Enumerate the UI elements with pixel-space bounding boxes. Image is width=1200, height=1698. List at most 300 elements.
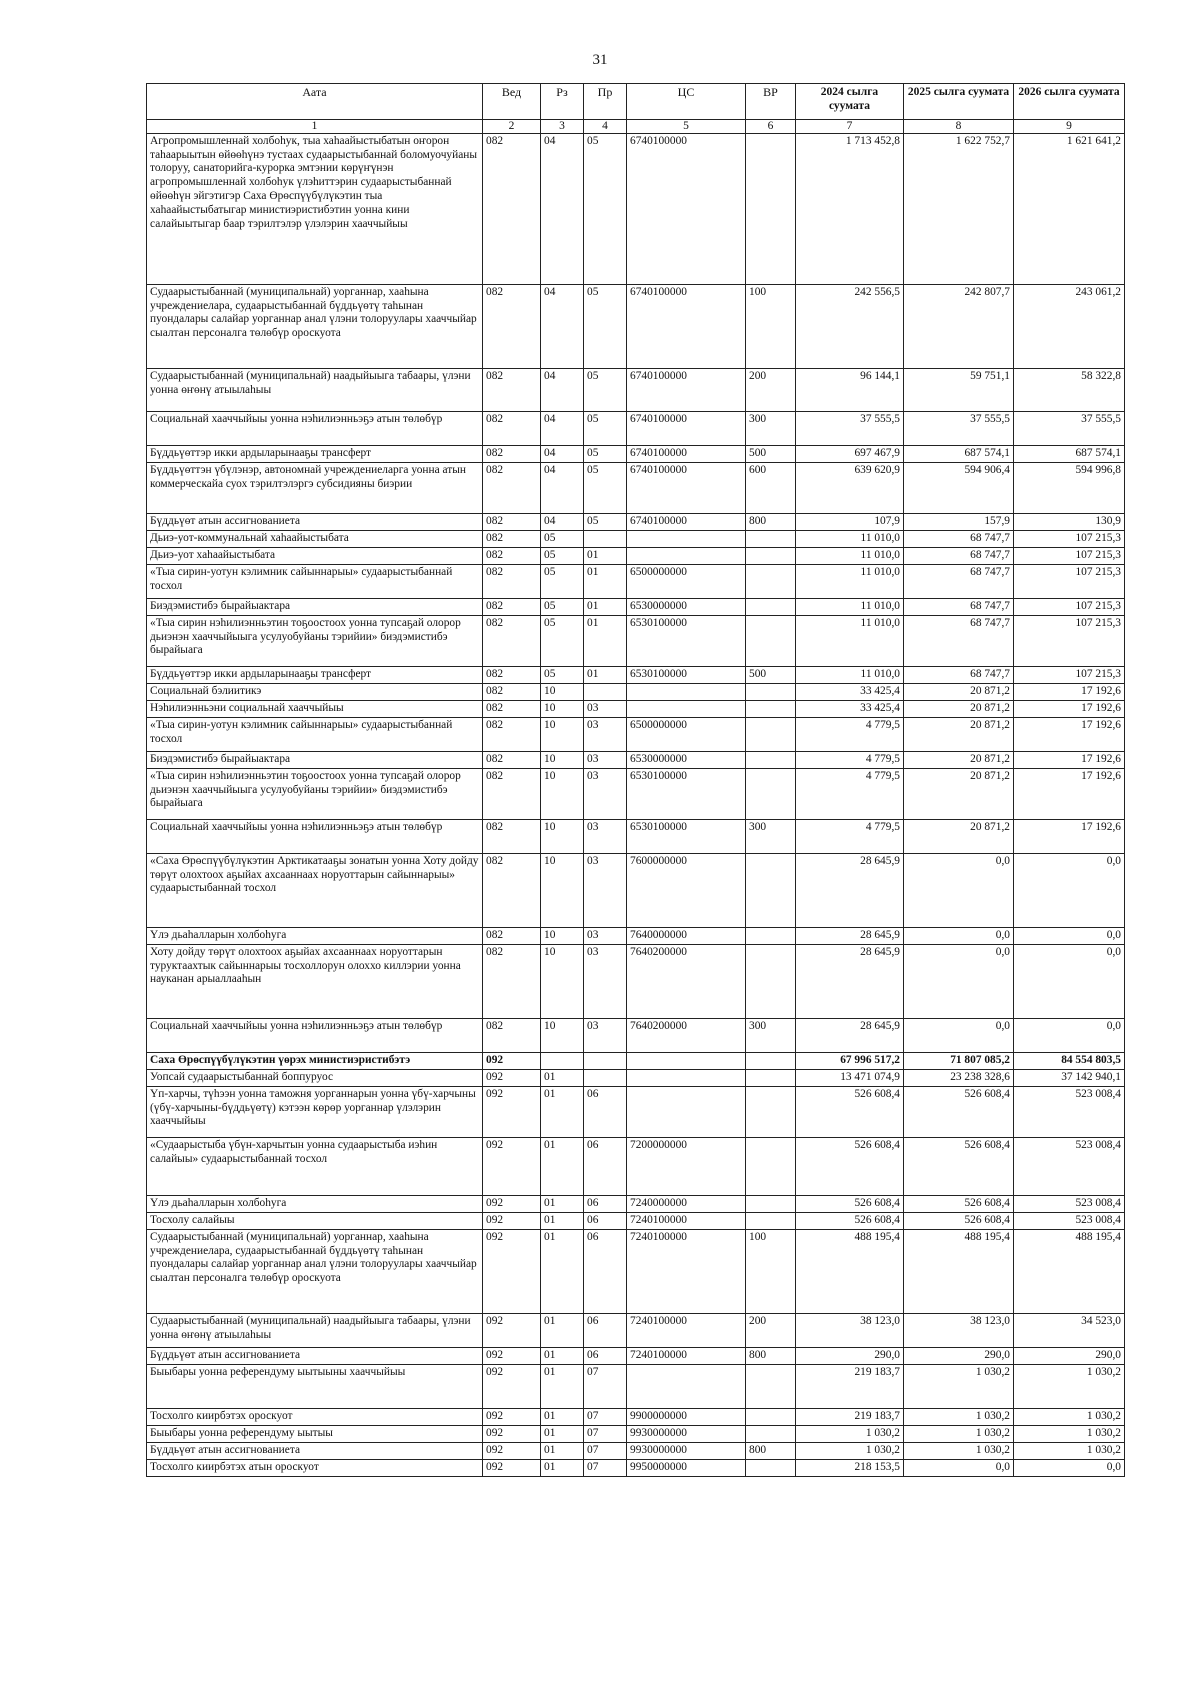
row-rz: 01 bbox=[541, 1086, 584, 1137]
row-value-2024: 290,0 bbox=[796, 1347, 904, 1364]
row-value-2024: 4 779,5 bbox=[796, 819, 904, 853]
row-value-2025: 242 807,7 bbox=[904, 284, 1014, 368]
row-rz: 10 bbox=[541, 700, 584, 717]
row-cs: 9930000000 bbox=[627, 1425, 746, 1442]
row-value-2024: 639 620,9 bbox=[796, 462, 904, 513]
row-pr: 01 bbox=[584, 598, 627, 615]
row-cs: 7200000000 bbox=[627, 1137, 746, 1195]
table-row bbox=[147, 1018, 1125, 1052]
row-rz: 04 bbox=[541, 368, 584, 411]
row-value-2024: 11 010,0 bbox=[796, 530, 904, 547]
table-row bbox=[147, 445, 1125, 462]
table-row bbox=[147, 1442, 1125, 1459]
row-ved: 082 bbox=[483, 853, 541, 927]
row-cs: 6740100000 bbox=[627, 133, 746, 284]
row-cs: 6500000000 bbox=[627, 717, 746, 751]
row-ved: 082 bbox=[483, 445, 541, 462]
table-row bbox=[147, 1137, 1125, 1195]
row-value-2026: 130,9 bbox=[1014, 513, 1125, 530]
row-vr bbox=[746, 1425, 796, 1442]
row-value-2024: 697 467,9 bbox=[796, 445, 904, 462]
row-value-2024: 218 153,5 bbox=[796, 1459, 904, 1476]
row-name: Үп-харчы, түһээн уонна таможня уорганнарын уонна үбү-харчыны (үбү-харчыны-бүддьүөтү) кэтээн көрөр уорганнар үлэлэрин хааччыйыы bbox=[147, 1086, 483, 1137]
row-value-2024: 33 425,4 bbox=[796, 683, 904, 700]
row-pr: 06 bbox=[584, 1137, 627, 1195]
row-ved: 092 bbox=[483, 1347, 541, 1364]
row-value-2026: 1 621 641,2 bbox=[1014, 133, 1125, 284]
row-value-2026: 17 192,6 bbox=[1014, 751, 1125, 768]
budget-table bbox=[146, 83, 1125, 1477]
row-cs: 9900000000 bbox=[627, 1408, 746, 1425]
row-value-2025: 68 747,7 bbox=[904, 530, 1014, 547]
row-vr: 300 bbox=[746, 1018, 796, 1052]
row-vr: 300 bbox=[746, 411, 796, 445]
table-row bbox=[147, 1459, 1125, 1476]
row-name: «Саха Өрөспүүбүлүкэтин Арктикатааҕы зонатын уонна Хоту дойду төрүт олохтоох аҕыйах ахсааннаах норуоттарын сайыннарыы» судаарыстыбаннай тосхол bbox=[147, 853, 483, 927]
row-value-2025: 0,0 bbox=[904, 1018, 1014, 1052]
table-row bbox=[147, 768, 1125, 819]
table-row bbox=[147, 598, 1125, 615]
col-number: 5 bbox=[627, 120, 746, 134]
row-vr bbox=[746, 768, 796, 819]
row-rz: 04 bbox=[541, 411, 584, 445]
row-ved: 082 bbox=[483, 284, 541, 368]
row-pr: 01 bbox=[584, 547, 627, 564]
table-row bbox=[147, 717, 1125, 751]
row-value-2026: 107 215,3 bbox=[1014, 598, 1125, 615]
row-name: «Тыа сирин-уотун кэлимник сайыннарыы» судаарыстыбаннай тосхол bbox=[147, 717, 483, 751]
table-row bbox=[147, 927, 1125, 944]
row-rz: 10 bbox=[541, 768, 584, 819]
page-number: 31 bbox=[592, 52, 608, 68]
row-value-2025: 68 747,7 bbox=[904, 598, 1014, 615]
row-value-2026: 687 574,1 bbox=[1014, 445, 1125, 462]
row-ved: 082 bbox=[483, 768, 541, 819]
row-vr bbox=[746, 547, 796, 564]
row-value-2025: 1 030,2 bbox=[904, 1442, 1014, 1459]
row-value-2024: 11 010,0 bbox=[796, 564, 904, 598]
row-cs: 6530100000 bbox=[627, 615, 746, 666]
row-name: Тосхолго киирбэтэх атын ороскуот bbox=[147, 1459, 483, 1476]
row-value-2025: 20 871,2 bbox=[904, 683, 1014, 700]
row-value-2025: 20 871,2 bbox=[904, 768, 1014, 819]
row-ved: 082 bbox=[483, 944, 541, 1018]
header-2026: 2026 сылга суумата bbox=[1014, 84, 1125, 120]
row-name: «Тыа сирин нэһилиэнньэтин тоҕоостоох уонна тупсаҕай олорор дьиэнэн хааччыйыыга усулуобуйаны тэрийии» биэдэмистибэ бырайыага bbox=[147, 615, 483, 666]
row-pr: 07 bbox=[584, 1459, 627, 1476]
row-name: Бүддьүөт атын ассигнованиета bbox=[147, 1347, 483, 1364]
row-name: Саха Өрөспүүбүлүкэтин үөрэх министиэристибэтэ bbox=[147, 1052, 483, 1069]
row-name: Бүддьүөттэн үбүлэнэр, автономнай учреждениеларга уонна атын коммерческайа суох тэрилтэлэргэ субсидияны биэрии bbox=[147, 462, 483, 513]
row-name: Бүддьүөт атын ассигнованиета bbox=[147, 513, 483, 530]
row-rz: 10 bbox=[541, 853, 584, 927]
row-cs: 6740100000 bbox=[627, 462, 746, 513]
header-ved: Вед bbox=[483, 84, 541, 120]
row-cs: 7600000000 bbox=[627, 853, 746, 927]
row-value-2024: 107,9 bbox=[796, 513, 904, 530]
row-rz: 04 bbox=[541, 284, 584, 368]
row-rz: 01 bbox=[541, 1347, 584, 1364]
row-name: Үлэ дьаһалларын холбоһуга bbox=[147, 1195, 483, 1212]
row-vr bbox=[746, 1052, 796, 1069]
row-cs: 6530000000 bbox=[627, 751, 746, 768]
row-vr bbox=[746, 615, 796, 666]
table-row bbox=[147, 513, 1125, 530]
row-name: Нэһилиэнньэни социальнай хааччыйыы bbox=[147, 700, 483, 717]
row-value-2026: 0,0 bbox=[1014, 1459, 1125, 1476]
row-value-2026: 0,0 bbox=[1014, 853, 1125, 927]
row-name: Социальнай хааччыйыы уонна нэһилиэнньэҕэ атын төлөбүр bbox=[147, 819, 483, 853]
row-vr: 800 bbox=[746, 513, 796, 530]
row-value-2026: 523 008,4 bbox=[1014, 1195, 1125, 1212]
row-pr: 05 bbox=[584, 133, 627, 284]
row-value-2024: 28 645,9 bbox=[796, 853, 904, 927]
row-name: Бүддьүөттэр икки ардыларынааҕы трансферт bbox=[147, 666, 483, 683]
col-number: 8 bbox=[904, 120, 1014, 134]
row-name: Биэдэмистибэ бырайыактара bbox=[147, 598, 483, 615]
row-value-2024: 219 183,7 bbox=[796, 1364, 904, 1408]
table-row bbox=[147, 700, 1125, 717]
row-vr bbox=[746, 564, 796, 598]
row-pr: 01 bbox=[584, 666, 627, 683]
row-pr: 07 bbox=[584, 1442, 627, 1459]
row-pr: 06 bbox=[584, 1313, 627, 1347]
row-pr: 03 bbox=[584, 944, 627, 1018]
row-name: Агропромышленнай холбоһук, тыа хаһаайыстыбатын оҥорон таһаарыытын өйөөһүнэ тустаах судаарыстыбаннай боломуочуйаны толоруу, санаторийга-курорка эмтэнии көрүҥүнэн агропромышленнай холбоһук үлэһиттэрин судаарыстыбаннай өйөөһүн эйгэтигэр Саха Өрөспүүбүлүкэтин тыа хаһаайыстыбатыгар министиэристибэтин уонна кини салайыытыгар баар тэрилтэлэр үлэлэрин хааччыйыы bbox=[147, 133, 483, 284]
row-vr: 800 bbox=[746, 1347, 796, 1364]
table-row bbox=[147, 1313, 1125, 1347]
row-ved: 092 bbox=[483, 1364, 541, 1408]
row-rz: 01 bbox=[541, 1425, 584, 1442]
row-cs bbox=[627, 547, 746, 564]
row-pr bbox=[584, 1069, 627, 1086]
row-value-2025: 157,9 bbox=[904, 513, 1014, 530]
row-ved: 092 bbox=[483, 1442, 541, 1459]
row-value-2026: 1 030,2 bbox=[1014, 1408, 1125, 1425]
row-value-2025: 68 747,7 bbox=[904, 615, 1014, 666]
row-pr: 05 bbox=[584, 513, 627, 530]
row-value-2024: 96 144,1 bbox=[796, 368, 904, 411]
row-ved: 092 bbox=[483, 1212, 541, 1229]
header-rz: Рз bbox=[541, 84, 584, 120]
row-ved: 082 bbox=[483, 717, 541, 751]
row-value-2026: 107 215,3 bbox=[1014, 615, 1125, 666]
row-value-2026: 290,0 bbox=[1014, 1347, 1125, 1364]
row-value-2026: 17 192,6 bbox=[1014, 768, 1125, 819]
row-rz: 01 bbox=[541, 1364, 584, 1408]
row-pr: 06 bbox=[584, 1212, 627, 1229]
row-rz: 10 bbox=[541, 1018, 584, 1052]
row-cs: 6530000000 bbox=[627, 598, 746, 615]
row-name: Бүддьүөттэр икки ардыларынааҕы трансферт bbox=[147, 445, 483, 462]
row-rz: 10 bbox=[541, 927, 584, 944]
row-value-2025: 37 555,5 bbox=[904, 411, 1014, 445]
row-cs bbox=[627, 1086, 746, 1137]
row-name: Социальнай бэлиитикэ bbox=[147, 683, 483, 700]
row-pr: 03 bbox=[584, 927, 627, 944]
row-vr bbox=[746, 700, 796, 717]
row-rz: 05 bbox=[541, 598, 584, 615]
row-ved: 082 bbox=[483, 1018, 541, 1052]
row-value-2026: 17 192,6 bbox=[1014, 700, 1125, 717]
row-name: Социальнай хааччыйыы уонна нэһилиэнньэҕэ атын төлөбүр bbox=[147, 1018, 483, 1052]
row-cs: 9950000000 bbox=[627, 1459, 746, 1476]
row-pr: 03 bbox=[584, 700, 627, 717]
row-ved: 082 bbox=[483, 547, 541, 564]
row-name: Судаарыстыбаннай (муниципальнай) наадыйыыга табаары, үлэни уонна өҥөнү атыылаһыы bbox=[147, 1313, 483, 1347]
row-rz: 01 bbox=[541, 1408, 584, 1425]
row-value-2025: 71 807 085,2 bbox=[904, 1052, 1014, 1069]
row-value-2025: 687 574,1 bbox=[904, 445, 1014, 462]
row-ved: 082 bbox=[483, 683, 541, 700]
table-row bbox=[147, 547, 1125, 564]
row-cs: 7240100000 bbox=[627, 1313, 746, 1347]
row-value-2025: 68 747,7 bbox=[904, 666, 1014, 683]
row-vr bbox=[746, 1408, 796, 1425]
row-vr bbox=[746, 1137, 796, 1195]
table-row bbox=[147, 819, 1125, 853]
row-value-2025: 526 608,4 bbox=[904, 1137, 1014, 1195]
row-ved: 082 bbox=[483, 615, 541, 666]
row-value-2024: 488 195,4 bbox=[796, 1229, 904, 1313]
row-value-2024: 526 608,4 bbox=[796, 1086, 904, 1137]
table-row bbox=[147, 1052, 1125, 1069]
row-vr bbox=[746, 1364, 796, 1408]
table-row bbox=[147, 411, 1125, 445]
row-value-2026: 84 554 803,5 bbox=[1014, 1052, 1125, 1069]
row-value-2024: 11 010,0 bbox=[796, 547, 904, 564]
row-ved: 082 bbox=[483, 564, 541, 598]
row-value-2025: 20 871,2 bbox=[904, 700, 1014, 717]
row-pr: 05 bbox=[584, 284, 627, 368]
row-value-2026: 243 061,2 bbox=[1014, 284, 1125, 368]
row-name: Дьиэ-уот-коммунальнай хаһаайыстыбата bbox=[147, 530, 483, 547]
row-ved: 082 bbox=[483, 819, 541, 853]
row-cs: 6740100000 bbox=[627, 411, 746, 445]
row-pr: 03 bbox=[584, 751, 627, 768]
table-row bbox=[147, 1425, 1125, 1442]
row-pr: 01 bbox=[584, 615, 627, 666]
row-name: Судаарыстыбаннай (муниципальнай) наадыйыыга табаары, үлэни уонна өҥөнү атыылаһыы bbox=[147, 368, 483, 411]
row-value-2025: 526 608,4 bbox=[904, 1212, 1014, 1229]
row-value-2025: 526 608,4 bbox=[904, 1086, 1014, 1137]
col-number: 6 bbox=[746, 120, 796, 134]
row-pr: 07 bbox=[584, 1364, 627, 1408]
row-name: «Судаарыстыба үбүн-харчытын уонна судаарыстыба иэһин салайыы» судаарыстыбаннай тосхол bbox=[147, 1137, 483, 1195]
table-row bbox=[147, 751, 1125, 768]
row-cs bbox=[627, 530, 746, 547]
row-value-2025: 1 622 752,7 bbox=[904, 133, 1014, 284]
row-value-2026: 107 215,3 bbox=[1014, 666, 1125, 683]
row-rz: 01 bbox=[541, 1459, 584, 1476]
row-value-2025: 20 871,2 bbox=[904, 751, 1014, 768]
row-value-2025: 68 747,7 bbox=[904, 564, 1014, 598]
table-row bbox=[147, 1408, 1125, 1425]
row-pr: 01 bbox=[584, 564, 627, 598]
table-row bbox=[147, 683, 1125, 700]
row-vr: 100 bbox=[746, 1229, 796, 1313]
row-cs: 6740100000 bbox=[627, 513, 746, 530]
row-cs: 6500000000 bbox=[627, 564, 746, 598]
row-name: Судаарыстыбаннай (муниципальнай) уорганнар, хааһына учреждениелара, судаарыстыбаннай бүддьүөтү таһынан пуондалары салайар уорганнар анал үлэни толоруулары хааччыйар сыалтан персоналга төлөбүр ороскуота bbox=[147, 1229, 483, 1313]
row-vr: 200 bbox=[746, 368, 796, 411]
row-value-2024: 11 010,0 bbox=[796, 598, 904, 615]
row-cs bbox=[627, 1052, 746, 1069]
table-row bbox=[147, 1347, 1125, 1364]
row-rz: 05 bbox=[541, 666, 584, 683]
row-value-2025: 1 030,2 bbox=[904, 1364, 1014, 1408]
row-cs: 7240100000 bbox=[627, 1347, 746, 1364]
row-rz: 05 bbox=[541, 530, 584, 547]
row-value-2024: 1 713 452,8 bbox=[796, 133, 904, 284]
row-ved: 082 bbox=[483, 700, 541, 717]
row-vr: 800 bbox=[746, 1442, 796, 1459]
row-ved: 092 bbox=[483, 1069, 541, 1086]
row-name: «Тыа сирин нэһилиэнньэтин тоҕоостоох уонна тупсаҕай олорор дьиэнэн хааччыйыыга усулуобуйаны тэрийии» биэдэмистибэ бырайыага bbox=[147, 768, 483, 819]
row-ved: 092 bbox=[483, 1195, 541, 1212]
row-vr: 500 bbox=[746, 445, 796, 462]
row-cs: 6740100000 bbox=[627, 445, 746, 462]
row-vr bbox=[746, 133, 796, 284]
row-value-2026: 37 555,5 bbox=[1014, 411, 1125, 445]
row-name: Судаарыстыбаннай (муниципальнай) уорганнар, хааһына учреждениелара, судаарыстыбаннай бүддьүөтү таһынан пуондалары салайар уорганнар анал үлэни толоруулары хааччыйар сыалтан персоналга төлөбүр ороскуота bbox=[147, 284, 483, 368]
row-ved: 092 bbox=[483, 1313, 541, 1347]
row-rz: 05 bbox=[541, 564, 584, 598]
row-rz: 01 bbox=[541, 1069, 584, 1086]
row-cs: 7240000000 bbox=[627, 1195, 746, 1212]
row-value-2026: 34 523,0 bbox=[1014, 1313, 1125, 1347]
header-name: Аата bbox=[147, 84, 483, 120]
row-value-2024: 242 556,5 bbox=[796, 284, 904, 368]
row-cs: 6740100000 bbox=[627, 368, 746, 411]
row-vr bbox=[746, 1195, 796, 1212]
row-ved: 082 bbox=[483, 751, 541, 768]
row-value-2024: 33 425,4 bbox=[796, 700, 904, 717]
row-cs: 7240100000 bbox=[627, 1212, 746, 1229]
row-ved: 092 bbox=[483, 1086, 541, 1137]
row-pr: 07 bbox=[584, 1425, 627, 1442]
row-value-2025: 290,0 bbox=[904, 1347, 1014, 1364]
row-value-2024: 1 030,2 bbox=[796, 1442, 904, 1459]
row-rz: 10 bbox=[541, 944, 584, 1018]
table-row bbox=[147, 564, 1125, 598]
col-number: 1 bbox=[147, 120, 483, 134]
row-value-2026: 0,0 bbox=[1014, 1018, 1125, 1052]
col-number: 4 bbox=[584, 120, 627, 134]
row-pr bbox=[584, 530, 627, 547]
header-2024: 2024 сылга суумата bbox=[796, 84, 904, 120]
row-cs: 6530100000 bbox=[627, 666, 746, 683]
row-rz: 10 bbox=[541, 819, 584, 853]
row-pr bbox=[584, 683, 627, 700]
row-ved: 092 bbox=[483, 1408, 541, 1425]
table-row bbox=[147, 1195, 1125, 1212]
row-rz: 04 bbox=[541, 133, 584, 284]
row-value-2026: 17 192,6 bbox=[1014, 683, 1125, 700]
header-cs: ЦС bbox=[627, 84, 746, 120]
header-2025: 2025 сылга суумата bbox=[904, 84, 1014, 120]
row-value-2024: 37 555,5 bbox=[796, 411, 904, 445]
row-value-2025: 0,0 bbox=[904, 853, 1014, 927]
row-value-2026: 37 142 940,1 bbox=[1014, 1069, 1125, 1086]
row-value-2026: 107 215,3 bbox=[1014, 564, 1125, 598]
row-rz: 04 bbox=[541, 445, 584, 462]
row-cs bbox=[627, 1069, 746, 1086]
row-value-2025: 59 751,1 bbox=[904, 368, 1014, 411]
col-number: 7 bbox=[796, 120, 904, 134]
row-pr: 03 bbox=[584, 819, 627, 853]
row-name: Дьиэ-уот хаһаайыстыбата bbox=[147, 547, 483, 564]
row-rz: 10 bbox=[541, 751, 584, 768]
row-vr bbox=[746, 1086, 796, 1137]
row-ved: 082 bbox=[483, 530, 541, 547]
row-value-2024: 4 779,5 bbox=[796, 717, 904, 751]
row-ved: 092 bbox=[483, 1137, 541, 1195]
row-pr: 03 bbox=[584, 853, 627, 927]
row-name: Быыбары уонна референдуму ыытыыны хааччыйыы bbox=[147, 1364, 483, 1408]
row-name: Бүддьүөт атын ассигнованиета bbox=[147, 1442, 483, 1459]
row-vr bbox=[746, 683, 796, 700]
row-vr bbox=[746, 944, 796, 1018]
row-cs: 7640200000 bbox=[627, 1018, 746, 1052]
row-value-2024: 38 123,0 bbox=[796, 1313, 904, 1347]
row-value-2025: 68 747,7 bbox=[904, 547, 1014, 564]
row-value-2026: 488 195,4 bbox=[1014, 1229, 1125, 1313]
row-vr bbox=[746, 1069, 796, 1086]
row-vr bbox=[746, 927, 796, 944]
table-row bbox=[147, 1229, 1125, 1313]
table-row bbox=[147, 666, 1125, 683]
row-cs: 7640200000 bbox=[627, 944, 746, 1018]
row-value-2025: 594 906,4 bbox=[904, 462, 1014, 513]
row-value-2024: 11 010,0 bbox=[796, 615, 904, 666]
row-ved: 082 bbox=[483, 666, 541, 683]
row-value-2024: 11 010,0 bbox=[796, 666, 904, 683]
row-value-2026: 523 008,4 bbox=[1014, 1212, 1125, 1229]
table-row bbox=[147, 284, 1125, 368]
row-pr: 05 bbox=[584, 368, 627, 411]
row-pr: 06 bbox=[584, 1195, 627, 1212]
header-pr: Пр bbox=[584, 84, 627, 120]
table-row bbox=[147, 853, 1125, 927]
row-cs bbox=[627, 1364, 746, 1408]
row-pr bbox=[584, 1052, 627, 1069]
row-value-2026: 17 192,6 bbox=[1014, 717, 1125, 751]
row-value-2024: 67 996 517,2 bbox=[796, 1052, 904, 1069]
row-vr bbox=[746, 530, 796, 547]
row-ved: 092 bbox=[483, 1052, 541, 1069]
row-vr: 600 bbox=[746, 462, 796, 513]
row-ved: 082 bbox=[483, 411, 541, 445]
row-value-2025: 0,0 bbox=[904, 927, 1014, 944]
column-number-row bbox=[147, 120, 1125, 134]
row-cs: 6740100000 bbox=[627, 284, 746, 368]
row-vr bbox=[746, 1459, 796, 1476]
row-vr bbox=[746, 751, 796, 768]
row-value-2026: 1 030,2 bbox=[1014, 1425, 1125, 1442]
row-rz: 04 bbox=[541, 462, 584, 513]
row-vr: 300 bbox=[746, 819, 796, 853]
row-ved: 082 bbox=[483, 368, 541, 411]
row-name: Биэдэмистибэ бырайыактара bbox=[147, 751, 483, 768]
row-ved: 092 bbox=[483, 1229, 541, 1313]
row-name: «Тыа сирин-уотун кэлимник сайыннарыы» судаарыстыбаннай тосхол bbox=[147, 564, 483, 598]
row-value-2026: 107 215,3 bbox=[1014, 547, 1125, 564]
row-value-2024: 219 183,7 bbox=[796, 1408, 904, 1425]
table-row bbox=[147, 462, 1125, 513]
table-row bbox=[147, 1069, 1125, 1086]
row-pr: 03 bbox=[584, 717, 627, 751]
